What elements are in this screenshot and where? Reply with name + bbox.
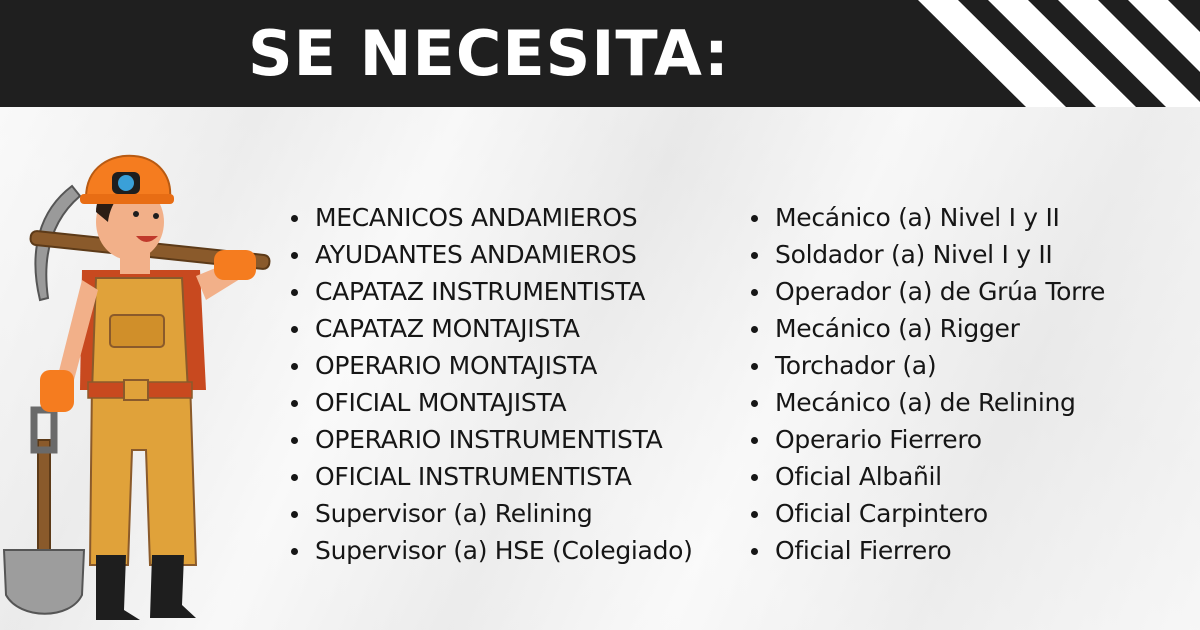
diagonal-stripes-decoration bbox=[900, 0, 1200, 107]
header-banner bbox=[0, 0, 1200, 107]
list-item: MECANICOS ANDAMIEROS bbox=[287, 199, 693, 236]
list-item: Oficial Carpintero bbox=[747, 495, 1105, 532]
job-list-right bbox=[747, 199, 1105, 569]
list-item: Mecánico (a) Nivel I y II bbox=[747, 199, 1105, 236]
bullet-icon bbox=[291, 437, 298, 444]
list-item: Torchador (a) bbox=[747, 347, 1105, 384]
list-item: Mecánico (a) Rigger bbox=[747, 310, 1105, 347]
shovel-icon bbox=[4, 410, 84, 614]
list-item: Oficial Fierrero bbox=[747, 532, 1105, 569]
list-item: OPERARIO MONTAJISTA bbox=[287, 347, 693, 384]
list-item: Operario Fierrero bbox=[747, 421, 1105, 458]
bullet-icon bbox=[291, 289, 298, 296]
bullet-icon bbox=[291, 511, 298, 518]
list-item: Soldador (a) Nivel I y II bbox=[747, 236, 1105, 273]
bullet-icon bbox=[291, 474, 298, 481]
list-item: AYUDANTES ANDAMIEROS bbox=[287, 236, 693, 273]
list-item: Oficial Albañil bbox=[747, 458, 1105, 495]
bullet-icon bbox=[291, 252, 298, 259]
bullet-icon bbox=[751, 289, 758, 296]
job-list-left bbox=[287, 199, 693, 569]
list-item: Operador (a) de Grúa Torre bbox=[747, 273, 1105, 310]
bullet-icon bbox=[291, 215, 298, 222]
list-item: Supervisor (a) HSE (Colegiado) bbox=[287, 532, 693, 569]
bullet-icon bbox=[751, 474, 758, 481]
bullet-icon bbox=[751, 511, 758, 518]
list-item: CAPATAZ MONTAJISTA bbox=[287, 310, 693, 347]
bullet-icon bbox=[291, 400, 298, 407]
bullet-icon bbox=[291, 326, 298, 333]
list-item: OPERARIO INSTRUMENTISTA bbox=[287, 421, 693, 458]
list-item: CAPATAZ INSTRUMENTISTA bbox=[287, 273, 693, 310]
bullet-icon bbox=[751, 252, 758, 259]
bullet-icon bbox=[751, 326, 758, 333]
bullet-icon bbox=[751, 215, 758, 222]
bullet-icon bbox=[291, 363, 298, 370]
list-item: OFICIAL INSTRUMENTISTA bbox=[287, 458, 693, 495]
list-item: OFICIAL MONTAJISTA bbox=[287, 384, 693, 421]
bullet-icon bbox=[291, 548, 298, 555]
bullet-icon bbox=[751, 548, 758, 555]
page-title: SE NECESITA: bbox=[248, 17, 730, 90]
bullet-icon bbox=[751, 437, 758, 444]
bullet-icon bbox=[751, 363, 758, 370]
worker-illustration bbox=[0, 150, 280, 630]
list-item: Supervisor (a) Relining bbox=[287, 495, 693, 532]
hard-hat-icon bbox=[80, 156, 174, 204]
bullet-icon bbox=[751, 400, 758, 407]
list-item: Mecánico (a) de Relining bbox=[747, 384, 1105, 421]
